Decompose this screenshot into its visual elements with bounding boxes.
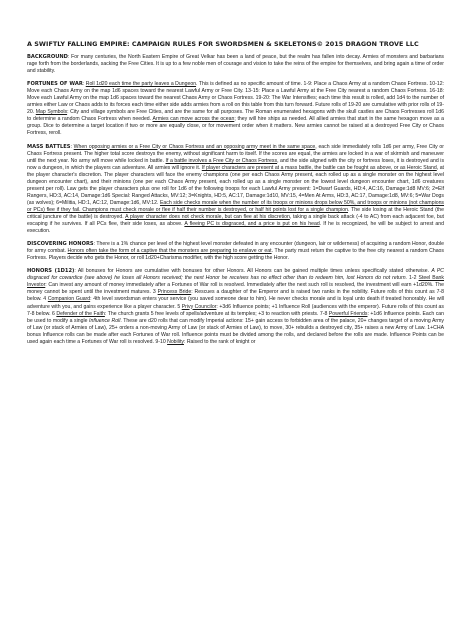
section-honors — [27, 268, 444, 346]
section-text: , at the player character's discretion. The player characters will face the enemy champions (one per each Chaos Army present, each rolled up as a single monster on the highest level dungeon encounter chart), and their minions (one per each Chaos Army present, each rolled up as a single monster on the lowest level dungeon encounter chart, 1d6 creatures present per roll). Law gets the player characters plus one roll for 1d6 of the following troops for each Lawful Army present: 1=Dwarf Guards, HD:4, AC:16, Damage:1d8 MV:6; 2=Elf Rangers, HD:3, AC:14, Damage:1d6 Special: Ranged Attacks, MV:12; 3=Knights, HD:5, AC:17, Damage:1d10, MV:15, 4=Men At Arms, HD:3, AC:17, Damage:1d8, MV:6; 5=War Dogs (as wolves); 6=Militia, HD:1, AC:12, Damage:1d6, MV:12. — [27, 164, 444, 206]
section-text: : — [70, 143, 74, 150]
underlined-text: When opposing armies or a Free City or Chaos Fortress and an opposing army meet in the same space — [73, 143, 316, 150]
underlined-text: Steel Bank Investor — [27, 275, 444, 289]
section-heading: MASS BATTLES — [27, 143, 71, 150]
section-text: ; they will hire ships as needed. All allied armies that start in the same hexagon move as a group. Dice to determine a target location if two or more are equally close, or for movement order when it matters. New armies cannot be raised at a destroyed Free City or Chaos Fortress, reroll. — [27, 116, 444, 137]
italic-text: Influence Roll — [89, 317, 121, 324]
section-text: : Raised to the rank of knight or — [183, 338, 256, 345]
underlined-text: Defender of the Faith — [56, 310, 105, 317]
section-text: : Can invest any amount of money immediately after a Fortunes of War roll is resolved. Immediately after the next such roll is resolved, the investment will earn +1d20%. The money cannot be spent until the investment matures. 3 — [27, 282, 444, 296]
underlined-text: A fleeing PC is disgraced, and a price is put on his head — [184, 221, 320, 228]
section-text: 1-2 — [407, 275, 419, 282]
section-text: . These are d20 rolls that can modify Imperial actions: 15+ gain access to forbidden area of the palace, 20+ changes target of a moving Army of Law (or stack of Armies of Law), 25+ orders a non-moving Army of Law (or stack of Armies of Law), to move, 30+ rebuilds a destroyed city, 35+ raises a new Army of Law. 1+CHA bonus Influence rolls can be made after each Fortunes of War roll. Influence points must be divided among the rolls, and declared before the rolls are made. Influence Points can be used again each time a Fortunes of War roll is resolved. 9-10 — [27, 317, 444, 345]
underlined-text: If player characters are present at a mass battle, the battle can be fought as above, or as Heroic Stand — [201, 164, 437, 171]
underlined-text: Roll 1d20 each time the party leaves a Dungeon — [85, 81, 197, 88]
underlined-text: Honors often take the form of a captive that the monsters are preparing to enslave or eat — [67, 248, 272, 255]
section-fortunes-of-war — [27, 81, 444, 137]
section-heading: DISCOVERING HONORS — [27, 241, 94, 248]
section-text: , each side immediately rolls 1d6 per army, Free City or Chaos Fortress present. The higher total score destroys the enemy, without significant harm to itself. If the scores are equal, the armies are locked in a war of skirmish and maneuver until the next year. No army will move while locked in battle. — [27, 143, 444, 164]
underlined-text: Each side checks morale when the number of its troops or minions drops below 50%, and troops or minions (not champions or PCs) flee if they fail. Champions must check morale or flee if half their number is destroyed, or half hit points lost for a single champion — [27, 199, 445, 213]
section-text: : There is a 1% chance per level of the highest level monster defeated in any encounter (dungeon, lair or wilderness) of acquiring a random Honor, double for army combat. — [27, 241, 444, 255]
section-text: . The party must return the captive to the free city nearest a random Chaos Fortress. Players decide who gets the Honor, or roll 1d20+Charisma modifier, with the high score getting the Honor. — [27, 248, 444, 262]
section-discovering-honors — [27, 241, 444, 262]
section-text: . The side losing at the Heroic Stand (the critical juncture of the battle) is destroyed. — [27, 206, 445, 220]
section-heading: HONORS (1D12) — [27, 268, 75, 275]
section-text: : — [82, 81, 86, 88]
section-heading: BACKGROUND — [27, 54, 68, 60]
underlined-text: Princess Bride — [157, 289, 192, 296]
underlined-text: A player character does not check morale, but can flee at his discretion — [125, 213, 290, 220]
section-text: : All bonuses for Honors are cumulative with bonuses for other Honors. All Honors can be gained multiple times unless specifically stated otherwise. — [74, 268, 432, 275]
section-text: : City and village symbols are Free Cities, and are the same for all purposes. The Roman enumerated hexagons with the skull castles are Chaos Fortresses roll 1d6 to determine a random Chaos Fortress when needed. — [27, 109, 445, 123]
section-text: : +3d6 Influence points; +1 Influence Roll (audiences with the emperor). Future rolls of this count as 7-8 below. 6 — [27, 303, 444, 317]
section-text: : +1d6 Influence points. Each can be used to modify a single — [27, 310, 445, 324]
section-text: : For many centuries, the North Eastern Empire of Great Velkar has been a land of peace, but the realm has fallen into decay. Armies of monsters and barbarians rage forth from the borderlands, sacking the Free Cities. It is up to a few noble men of courage and vision to take the reins of the empire for themselves, and bring again a time of order and stability. — [27, 54, 444, 75]
document-title: A SWIFTLY FALLING EMPIRE: CAMPAIGN RULES FOR SWORDSMEN & SKELETONS© 2015 DRAGON TROVE LLC — [27, 40, 419, 48]
underlined-text: Map Symbols — [35, 109, 68, 116]
section-text: : 4th level swordsman enters your service (you saved someone dear to him). He never checks morale and is loyal unto death if treated honorably. He will adventure with you, and gains experience like a player character. 5 — [27, 296, 444, 310]
underlined-text: Companion Guard — [47, 296, 91, 303]
section-heading: FORTUNES OF WAR — [27, 81, 83, 88]
section-text: . If he is recognized, he will be subject to arrest and execution. — [27, 221, 445, 235]
section-background — [27, 54, 444, 75]
italic-text: A PC disgraced for cowardice (see above) he loses all Honors received; the next Honor he receives has no effect other than to redeem him, lost Honors do not return. — [27, 268, 445, 282]
underlined-text: Armies can move across the ocean — [152, 116, 235, 123]
underlined-text: If a battle involves a Free City or Chaos Fortress — [165, 157, 278, 164]
section-mass-battles — [27, 144, 444, 236]
section-text: : The church grants 5 free levels of spells/adventure at its temples; +3 to reaction with priests. 7-8 — [104, 310, 329, 317]
section-text: . This is defined as no specific amount of time. 1-9: Place a Chaos Army at a random Chaos Fortress. 10-12: Move each Chaos Army on the map 1d6 spaces toward the nearest Lawful Army or Free City. 13-15: Place a Lawful Army at the Free City nearest a random Chaos Fortress. 16-18: Move each Lawful Army on the map 1d6 spaces toward the nearest Chaos Army or Chaos Fortress. 19-20: The War Intensifies; each time this result is rolled, add 1d4 to the number of armies either Law or Chaos adds to its forces each time either side adds armies from a roll on this table from this turn forward. Future rolls of 19-20 are cumulative with prior rolls of 19-20. — [27, 81, 444, 116]
section-text: : Rescues a daughter of the Emperor and is raised two ranks in the nobility. Future rolls of this count as 7-8 below. 4 — [27, 289, 445, 303]
underlined-text: Powerful Friends — [328, 310, 368, 317]
underlined-text: Nobility — [167, 338, 184, 345]
section-text: , taking a single back attack (-4 to AC) from each adjacent foe, but escaping if he survives. If all PCs flee, their side loses, as above. — [27, 213, 444, 228]
underlined-text: Privy Councilor — [181, 303, 217, 310]
section-text: , and the side aligned with the city or fortress loses, it is destroyed and is now a dungeon, in which the players can adventure. All armies will ignore it. — [27, 157, 445, 171]
